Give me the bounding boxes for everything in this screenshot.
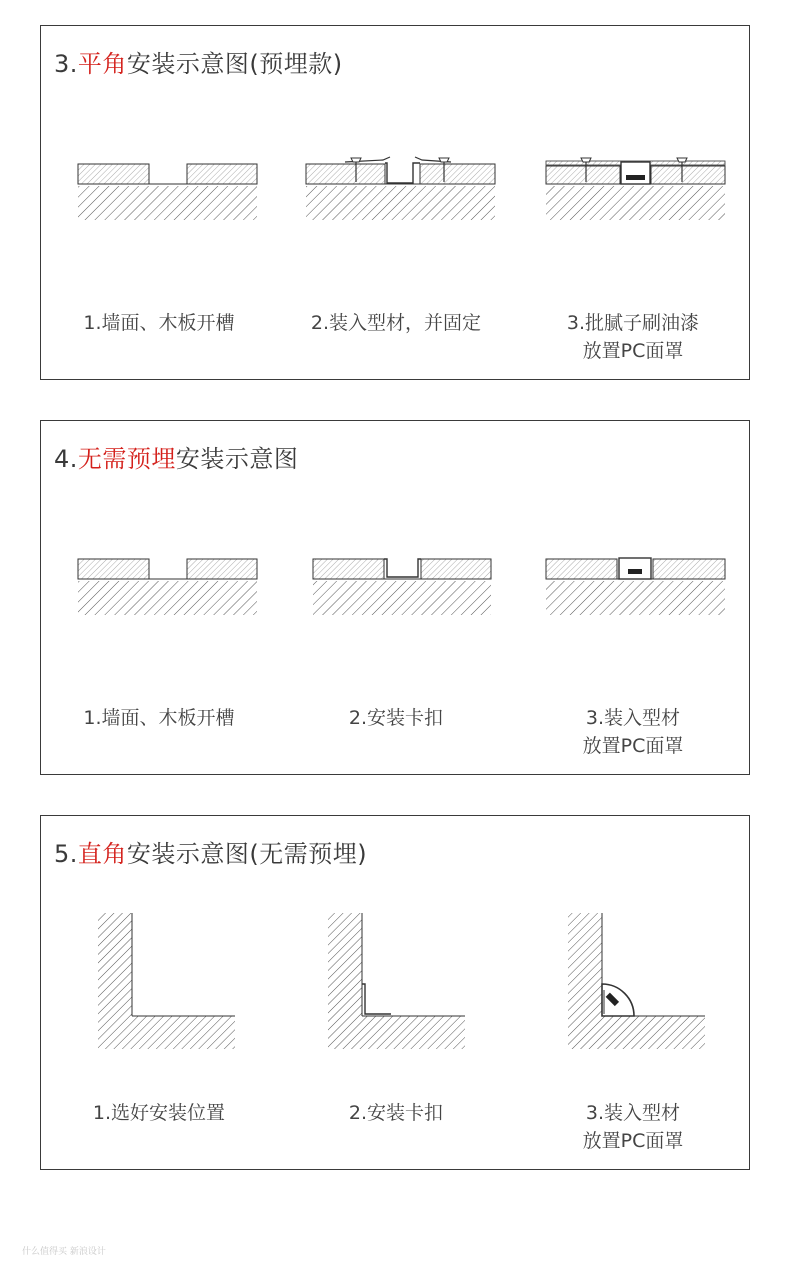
- step-caption: 3.装入型材 放置PC面罩: [582, 707, 684, 757]
- step2-figure: [313, 559, 491, 615]
- step-caption: 3.批腻子刷油漆 放置PC面罩: [566, 312, 700, 362]
- step-caption: 2.安装卡扣: [348, 1102, 444, 1124]
- step1-figure: [98, 913, 235, 1049]
- watermark: 什么值得买 新浪设计: [22, 1247, 106, 1257]
- title-text: 安装示意图(预埋款): [126, 50, 343, 78]
- step3-figure: [546, 558, 725, 615]
- title-number: 3.: [54, 50, 78, 78]
- title-highlight: 无需预埋: [77, 445, 176, 473]
- panel-right-angle: [40, 815, 750, 1170]
- title-highlight: 直角: [77, 840, 127, 868]
- step-caption: 1.选好安装位置: [92, 1102, 226, 1124]
- title-number: 5.: [54, 840, 78, 868]
- panel-flat-angle-embedded: [40, 25, 750, 380]
- step3-figure: [568, 913, 705, 1049]
- panel-no-embed: [40, 420, 750, 775]
- step1-figure: [78, 164, 257, 220]
- step-caption: 1.墙面、木板开槽: [83, 707, 235, 729]
- step2-figure: [306, 157, 495, 220]
- step-caption: 2.安装卡扣: [348, 707, 444, 729]
- title-number: 4.: [54, 445, 78, 473]
- title-highlight: 平角: [77, 50, 127, 78]
- step3-figure: [546, 158, 725, 220]
- title-text: 安装示意图: [175, 445, 299, 473]
- step-caption: 3.装入型材 放置PC面罩: [582, 1102, 684, 1152]
- step-caption: 1.墙面、木板开槽: [83, 312, 235, 334]
- step1-figure: [78, 559, 257, 615]
- step-caption: 2.装入型材，并固定: [310, 312, 482, 334]
- step2-figure: [328, 913, 465, 1049]
- title-text: 安装示意图(无需预埋): [126, 840, 368, 868]
